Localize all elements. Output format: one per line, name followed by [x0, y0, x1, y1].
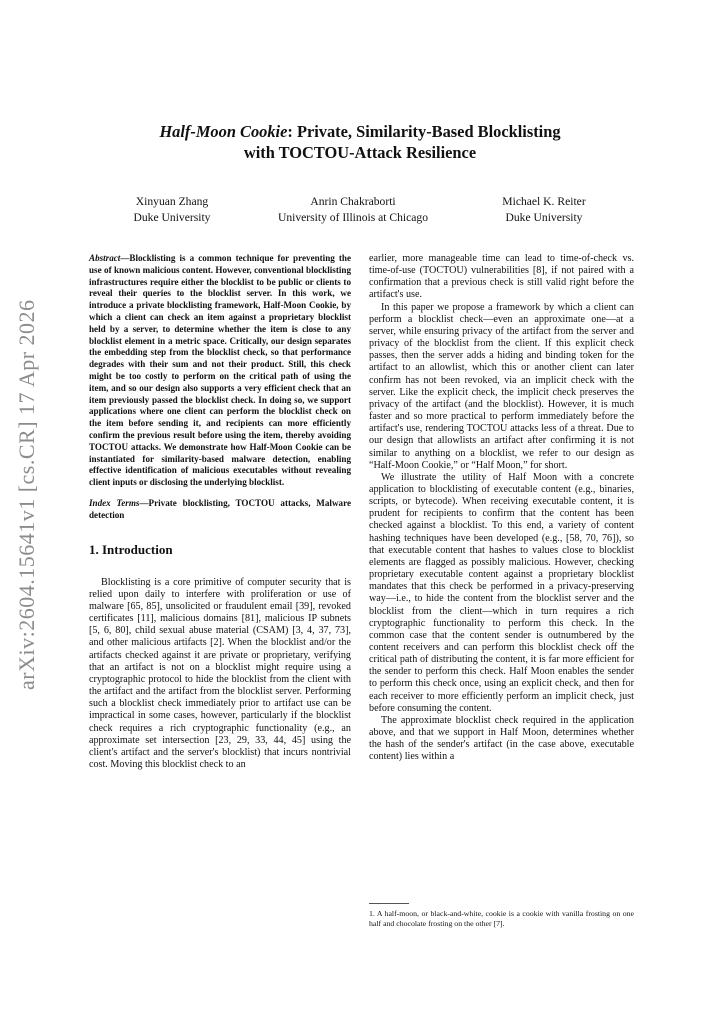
index-terms-label: Index Terms	[89, 497, 140, 508]
footnote-rule	[369, 903, 409, 904]
intro-paragraph-3: We illustrate the utility of Half Moon with a concrete application to blocklisting of executable content (e.g., binaries, scripts, or bytecode). When receiving executable content, it is prudent for recipients to confirm that the content has been checked against a blocklist. To this end, a variety of content hashing techniques have been developed (e.g., [58, 70, 76]), so that executable content that hashes to values close to blocklist elements are flagged as possibly malicious. However, checking proprietary executable content against a proprietary blocklist mandates that this check be performed in a privacy-preserving way—i.e., to hide the content from the blocklist server and the blocklist from the client—which in turn requires a rich cryptographic functionality to perform this check. In the common case that the content sender is outnumbered by the content receivers and can perform this blocklist check off the critical path of distributing the content, it is far more efficient for the sender to perform this check. Half Moon enables the sender to perform this check once, using an explicit check, and then for each receiver to more efficiently perform an implicit check, just before consuming the content.	[369, 471, 634, 714]
intro-paragraph-cont: earlier, more manageable time can lead to time-of-check vs. time-of-use (TOCTOU) vulnerabilities [8], if not paired with a confirmation that a previous check is still valid right before the artifact's use.	[369, 253, 634, 301]
section-heading: 1. Introduction	[89, 541, 173, 557]
intro-paragraph-2: In this paper we propose a framework by which a client can perform a blocklist check—even an approximate one—at a server, while ensuring privacy of the artifact from the server and privacy of the blocklist from the client. If this explicit check passes, then the server adds a hiding and binding token for the artifact to an allowlist, which this or another client can later confirm has not been revoked, via an implicit check with the server. Like the explicit check, the implicit check preserves the privacy of the artifact (and the blocklist). However, it is much faster and so more practical to perform immediately before the artifact's use, rendering TOCTOU attacks less of a threat. Due to our design that allowlists an artifact after confirming it is not similar to anything on a blocklist, we refer to our design as “Half-Moon Cookie,” or “Half Moon,” for short.	[369, 301, 634, 471]
abstract-label: Abstract	[89, 253, 121, 263]
footnote: 1. A half-moon, or black-and-white, cookie is a cookie with vanilla frosting on one half and chocolate frosting on the other [7].	[369, 909, 634, 928]
author-1	[112, 194, 232, 226]
right-column	[369, 253, 634, 764]
index-terms-text: —Private blocklisting, TOCTOU attacks, Malware detection	[89, 497, 351, 520]
author-affiliation: Duke University	[505, 211, 583, 224]
title-italic: Half-Moon Cookie	[159, 122, 288, 141]
left-column	[89, 253, 351, 771]
intro-paragraph-4: The approximate blocklist check required in the application above, and that we support in Half Moon, determines whether the hash of the sender's artifact (in the case above, executable content) lies within a	[369, 714, 634, 763]
author-affiliation: University of Illinois at Chicago	[277, 211, 429, 224]
author-3	[478, 194, 610, 226]
index-terms	[89, 498, 351, 522]
title-line2: with TOCTOU-Attack Resilience	[243, 143, 477, 162]
paper-title	[100, 121, 620, 163]
abstract-text: —Blocklisting is a common technique for preventing the use of known malicious content. However, conventional blocklisting infrastructures require either the blocklist to be public or clients to reveal their queries to the blocklist server. In this work, we introduce a private blocklisting framework, Half-Moon Cookie, by which a client can check an item against a proprietary blocklist held by a server, to determine whether the item is close to any blocklist element in a metric space. Critically, our design separates the embedding step from the blocklist check, so that performance degrades with their sum and not their product. Still, this check might be too costly to perform on the critical path of using the item, and so our design also supports a very efficient check that an item previously passed the blocklist check. In doing so, we support applications where one client can perform the blocklist check on the item before sending it, and recipients can more efficiently confirm the previous result before using the item, thereby avoiding TOCTOU attacks. We demonstrate how Half-Moon Cookie can be instantiated for similarity-based malware detection, enabling effective identification of malicious executables without revealing client inputs or disclosing the underlying blocklist.	[89, 253, 351, 488]
title-rest: : Private, Similarity-Based Blocklisting	[287, 122, 561, 141]
author-name: Anrin Chakraborti	[310, 195, 396, 208]
author-affiliation: Duke University	[133, 211, 211, 224]
author-name: Michael K. Reiter	[502, 195, 586, 208]
arxiv-stamp: arXiv:2604.15641v1 [cs.CR] 17 Apr 2026	[14, 299, 39, 690]
intro-paragraph-1: Blocklisting is a core primitive of computer security that is relied upon daily to interfere with proliferation or use of malware [65, 85], unsolicited or fraudulent email [39], revoked certificates [11], malicious domains [81], malicious IP subnets [5, 6, 80], child sexual abuse material (CSAM) [3, 4, 37, 73], and other malicious artifacts [2]. When the blocklist and/or the artifacts checked against it are private or proprietary, verifying that an artifact is not on a blocklist might require using a cryptographic protocol to hide the blocklist from the client with the artifact and the artifact from the blocklist server. Performing such a blocklist check immediately prior to artifact use can be impractical in some cases, however, particularly if the blocklist check requires a rich cryptographic functionality (e.g., an approximate set intersection [23, 29, 33, 44, 45] using the client's artifact and the server's blocklist) that incurs nontrivial cost. Moving this blocklist check to an	[89, 576, 351, 771]
abstract	[89, 253, 351, 489]
author-2	[258, 194, 448, 226]
author-name: Xinyuan Zhang	[135, 195, 209, 208]
